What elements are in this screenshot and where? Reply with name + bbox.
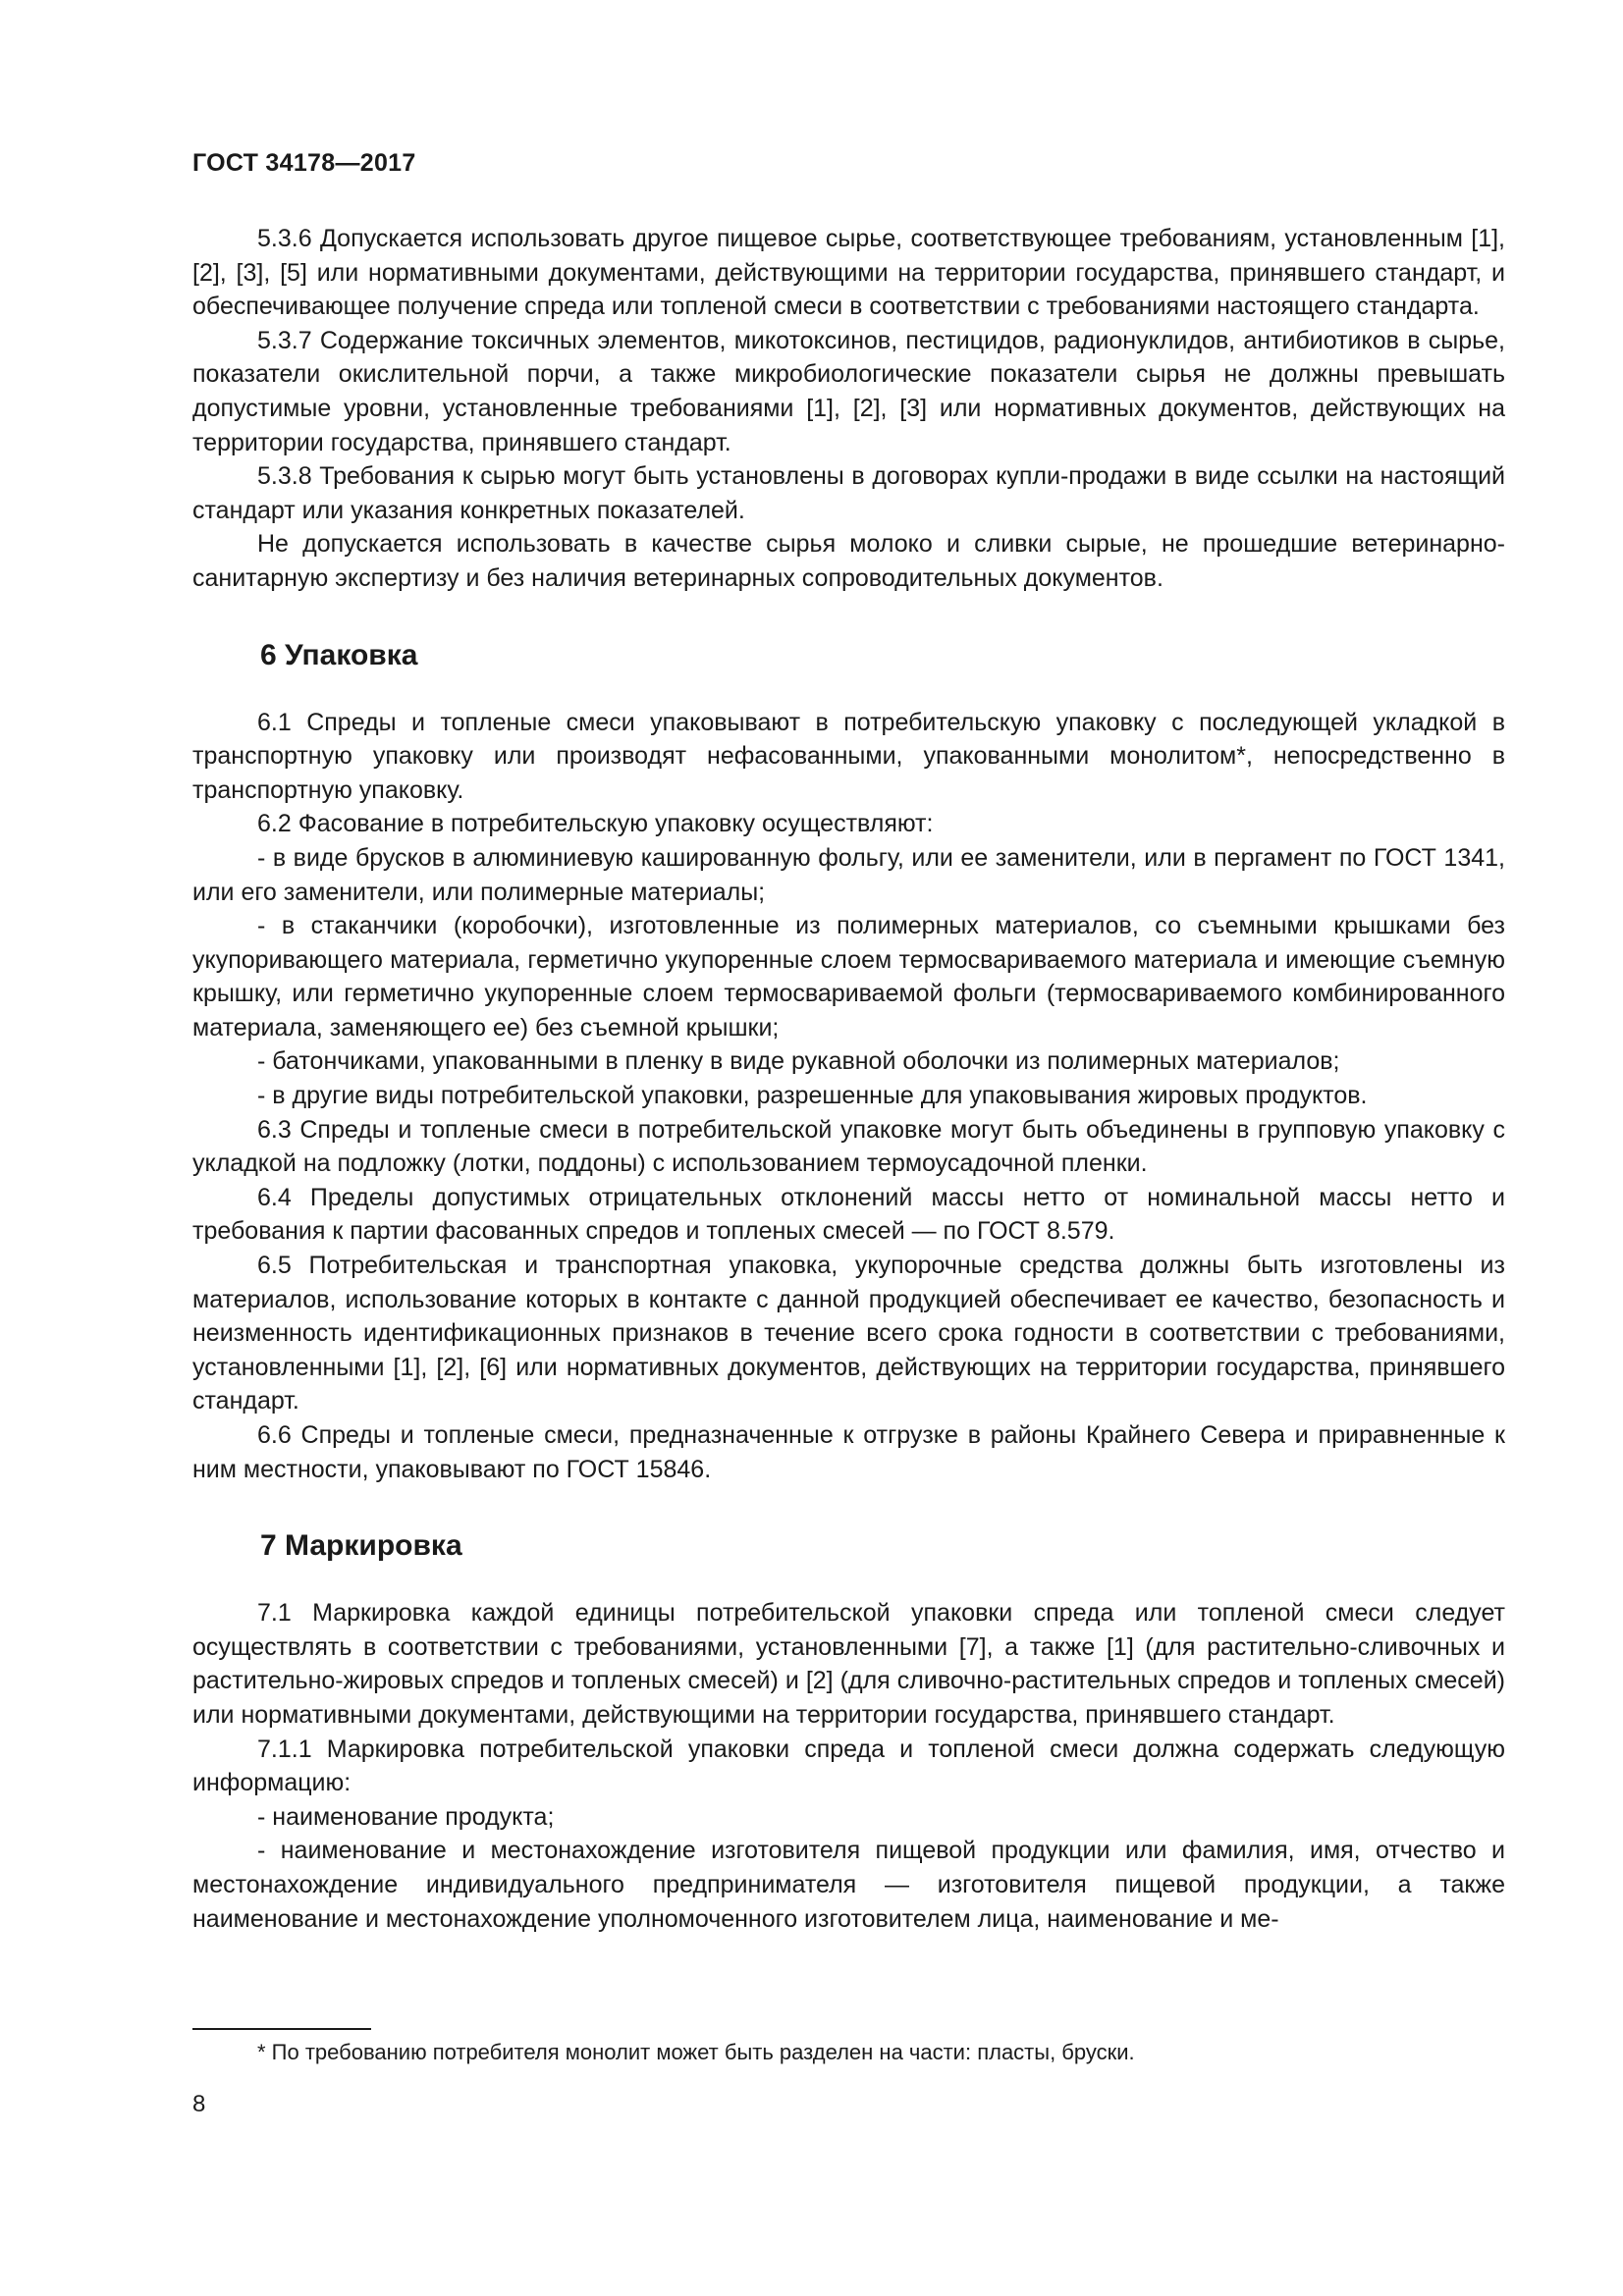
document-header: ГОСТ 34178—2017 (192, 149, 416, 177)
page-content (192, 222, 1505, 1936)
clause-6-6: 6.6 Спреды и топленые смеси, предназначенные к отгрузке в районы Крайнего Севера и приравненные к ним местности, упаковывают по ГОСТ 15846. (192, 1421, 1505, 1483)
clause-5-3-7: 5.3.7 Содержание токсичных элементов, микотоксинов, пестицидов, радионуклидов, антибиотиков в сырье, показатели окислительной порчи, а также микробиологические показатели сырья не должны превышать допустимые уровни, установленные требованиями [1], [2], [3] или нормативных документов, действующих на территории государства, принявшего стандарт. (192, 326, 1505, 456)
clause-7-1: 7.1 Маркировка каждой единицы потребительской упаковки спреда или топленой смеси следует осуществлять в соответствии с требованиями, установленными [7], а также [1] (для растительно-сливочных и растительно-жировых спредов и топленых смесей) и [2] (для сливочно-растительных спредов и топленых смесей) или нормативными документами, действующими на территории государства, принявшего стандарт. (192, 1599, 1505, 1729)
clause-6-2: 6.2 Фасование в потребительскую упаковку осуществляют: (257, 810, 934, 838)
footnote-divider (192, 2028, 371, 2030)
section-heading-packaging: 6 Упаковка (260, 638, 418, 671)
list-item: - наименование и местонахождение изготовителя пищевой продукции или фамилия, имя, отчество и местонахождение индивидуального предпринимателя — изготовителя пищевой продукции, а также наименование и местонахождение уполномоченного изготовителем лица, наименование и ме- (192, 1837, 1505, 1933)
list-item: - в виде брусков в алюминиевую кашированную фольгу, или ее заменители, или в пергамент по ГОСТ 1341, или его заменители, или полимерные материалы; (192, 843, 1505, 906)
list-item: - наименование продукта; (257, 1802, 555, 1831)
section-heading-marking: 7 Маркировка (260, 1529, 462, 1563)
clause-6-4: 6.4 Пределы допустимых отрицательных отклонений массы нетто от номинальной массы нетто и требования к партии фасованных спредов и топленых смесей — по ГОСТ 8.579. (192, 1183, 1505, 1246)
clause-5-3-8: 5.3.8 Требования к сырью могут быть установлены в договорах купли-продажи в виде ссылки на настоящий стандарт или указания конкретных показателей. (192, 462, 1505, 524)
list-item: - в другие виды потребительской упаковки, разрешенные для упаковывания жировых продуктов. (257, 1082, 1368, 1110)
clause-5-3-8-note: Не допускается использовать в качестве сырья молоко и сливки сырые, не прошедшие ветеринарно-санитарную экспертизу и без наличия ветеринарных сопроводительных документов. (192, 530, 1505, 592)
clause-7-1-1: 7.1.1 Маркировка потребительской упаковки спреда и топленой смеси должна содержать следующую информацию: (192, 1735, 1505, 1797)
list-item: - батончиками, упакованными в пленку в виде рукавной оболочки из полимерных материалов; (257, 1047, 1340, 1076)
list-item: - в стаканчики (коробочки), изготовленные из полимерных материалов, со съемными крышками без укупоривающего материала, герметично укупоренные слоем термосвариваемого материала и имеющие съемную крышку, или герметично укупоренные слоем термосвариваемой фольги (термосвариваемого комбинированного материала, заменяющего ее) без съемной крышки; (192, 912, 1505, 1041)
clause-5-3-6: 5.3.6 Допускается использовать другое пищевое сырье, соответствующее требованиям, установленным [1], [2], [3], [5] или нормативными документами, действующими на территории государства, принявшего стандарт, и обеспечивающее получение спреда или топленой смеси в соответствии с требованиями настоящего стандарта. (192, 225, 1505, 321)
footnote: * По требованию потребителя монолит может быть разделен на части: пласты, бруски. (257, 2040, 1135, 2064)
clause-6-5: 6.5 Потребительская и транспортная упаковка, укупорочные средства должны быть изготовлены из материалов, использование которых в контакте с данной продукцией обеспечивает ее качество, безопасность и неизменность идентификационных признаков в течение всего срока годности в соответствии с требованиями, установленными [1], [2], [6] или нормативных документов, действующих на территории государства, принявшего стандарт. (192, 1252, 1505, 1415)
clause-6-1: 6.1 Спреды и топленые смеси упаковывают в потребительскую упаковку с последующей укладкой в транспортную упаковку или производят нефасованными, упакованными монолитом*, непосредственно в транспортную упаковку. (192, 708, 1505, 804)
clause-6-3: 6.3 Спреды и топленые смеси в потребительской упаковке могут быть объединены в групповую упаковку с укладкой на подложку (лотки, поддоны) с использованием термоусадочной пленки. (192, 1115, 1505, 1178)
page-number: 8 (192, 2091, 206, 2117)
